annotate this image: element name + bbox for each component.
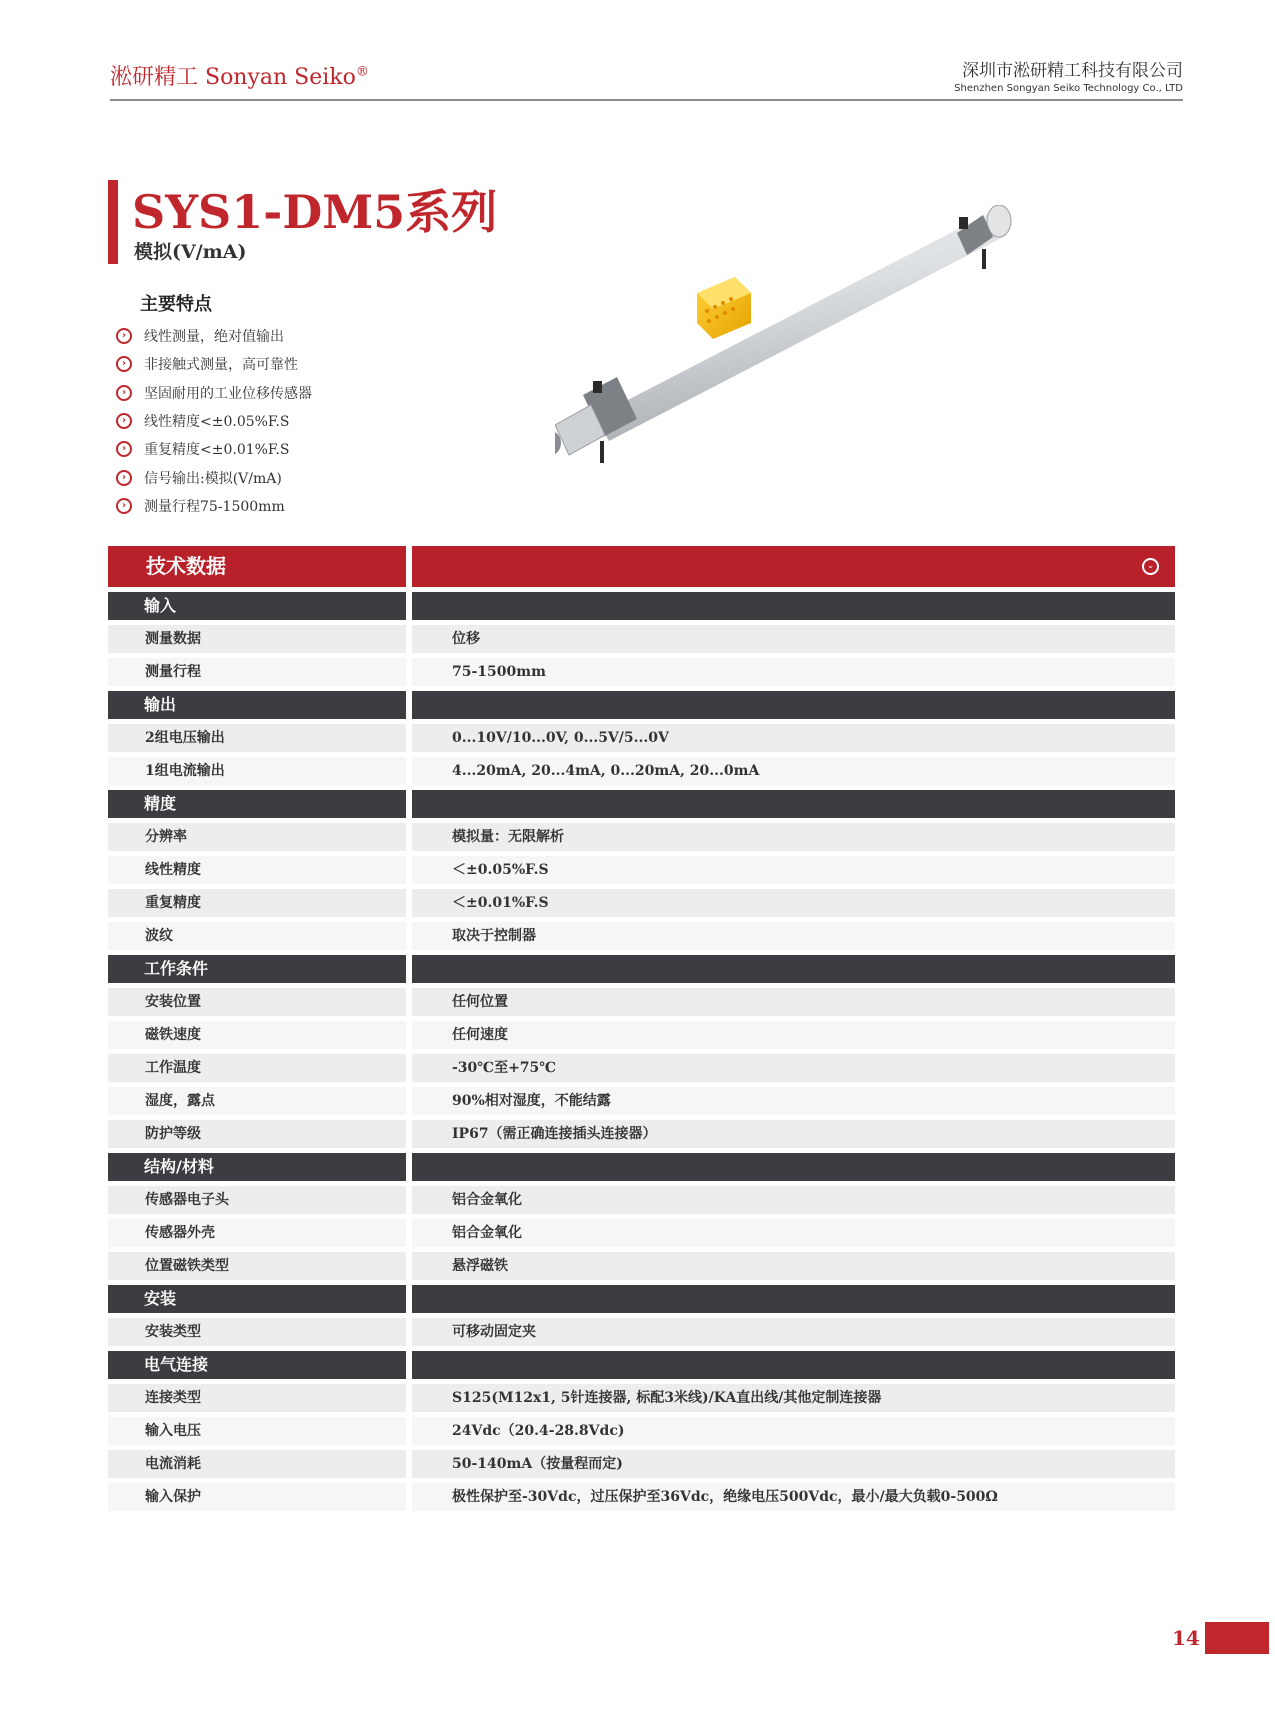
clamp-screw bbox=[959, 217, 968, 229]
spec-row bbox=[108, 1087, 1175, 1120]
spec-value: 90%相对湿度，不能结露 bbox=[412, 1087, 1175, 1115]
chevron-right-icon: › bbox=[116, 498, 132, 514]
spec-value: 任何速度 bbox=[412, 1021, 1175, 1049]
spec-row bbox=[108, 889, 1175, 922]
spec-value: ＜±0.01%F.S bbox=[412, 889, 1175, 917]
spec-label: 工作温度 bbox=[108, 1054, 406, 1082]
chevron-right-icon: › bbox=[116, 441, 132, 457]
spec-label: 波纹 bbox=[108, 922, 406, 950]
spec-value: 取决于控制器 bbox=[412, 922, 1175, 950]
spec-label: 磁铁速度 bbox=[108, 1021, 406, 1049]
page-title: SYS1-DM5系列 bbox=[132, 185, 498, 239]
specs-heading-bar bbox=[412, 546, 1175, 587]
spec-section-title: 安装 bbox=[108, 1285, 406, 1313]
spec-row bbox=[108, 1318, 1175, 1351]
company-name-en: Shenzhen Songyan Seiko Technology Co., LTD bbox=[954, 83, 1183, 94]
spec-section-header bbox=[108, 1285, 1175, 1318]
spec-value: 位移 bbox=[412, 625, 1175, 653]
feature-item bbox=[116, 407, 312, 435]
spec-row bbox=[108, 1120, 1175, 1153]
spec-value: 50-140mA（按量程而定) bbox=[412, 1450, 1175, 1478]
chevron-right-icon: › bbox=[116, 385, 132, 401]
spec-section-header bbox=[108, 1153, 1175, 1186]
spec-row bbox=[108, 1186, 1175, 1219]
spec-row bbox=[108, 823, 1175, 856]
spec-value: 可移动固定夹 bbox=[412, 1318, 1175, 1346]
spec-label: 湿度，露点 bbox=[108, 1087, 406, 1115]
spec-label: 输入电压 bbox=[108, 1417, 406, 1445]
spec-label: 防护等级 bbox=[108, 1120, 406, 1148]
feature-item bbox=[116, 492, 312, 520]
spec-row bbox=[108, 1219, 1175, 1252]
spec-section-title: 精度 bbox=[108, 790, 406, 818]
spec-section-fill bbox=[412, 955, 1175, 983]
position-magnet bbox=[697, 277, 751, 339]
spec-row bbox=[108, 856, 1175, 889]
spec-section-header bbox=[108, 691, 1175, 724]
spec-value: 极性保护至-30Vdc，过压保护至36Vdc，绝缘电压500Vdc，最小/最大负载0-500Ω bbox=[412, 1483, 1175, 1511]
spec-section-header bbox=[108, 955, 1175, 988]
feature-text: 信号输出:模拟(V/mA) bbox=[144, 470, 282, 487]
spec-label: 1组电流输出 bbox=[108, 757, 406, 785]
spec-section-fill bbox=[412, 592, 1175, 620]
chevron-right-icon: › bbox=[116, 328, 132, 344]
spec-value: 75-1500mm bbox=[412, 658, 1175, 686]
chevron-down-icon[interactable]: ⌄ bbox=[1142, 558, 1159, 575]
spec-section-fill bbox=[412, 1153, 1175, 1181]
page-subtitle: 模拟(V/mA) bbox=[134, 241, 247, 263]
feature-item bbox=[116, 435, 312, 463]
company-name-cn: 深圳市淞研精工科技有限公司 bbox=[962, 61, 1183, 81]
spec-row bbox=[108, 1252, 1175, 1285]
spec-row bbox=[108, 988, 1175, 1021]
chevron-right-icon: › bbox=[116, 356, 132, 372]
spec-label: 传感器电子头 bbox=[108, 1186, 406, 1214]
brand-name: 淞研精工 Sonyan Seiko bbox=[110, 65, 356, 90]
feature-text: 测量行程75-1500mm bbox=[144, 498, 285, 515]
spec-label: 重复精度 bbox=[108, 889, 406, 917]
spec-section-fill bbox=[412, 1351, 1175, 1379]
spec-row bbox=[108, 1054, 1175, 1087]
spec-section-title: 工作条件 bbox=[108, 955, 406, 983]
spec-row bbox=[108, 625, 1175, 658]
spec-row bbox=[108, 922, 1175, 955]
spec-row bbox=[108, 1417, 1175, 1450]
spec-section-title: 输入 bbox=[108, 592, 406, 620]
feature-text: 线性测量，绝对值输出 bbox=[144, 329, 284, 346]
chevron-right-icon: › bbox=[116, 470, 132, 486]
spec-value: 铝合金氧化 bbox=[412, 1219, 1175, 1247]
spec-value: 0...10V/10...0V, 0...5V/5...0V bbox=[412, 724, 1175, 752]
title-accent-bar bbox=[108, 180, 118, 264]
page-number: 14 bbox=[1172, 1626, 1200, 1650]
spec-section-fill bbox=[412, 790, 1175, 818]
spec-label: 2组电压输出 bbox=[108, 724, 406, 752]
spec-row bbox=[108, 1483, 1175, 1516]
spec-row bbox=[108, 1384, 1175, 1417]
spec-value: 铝合金氧化 bbox=[412, 1186, 1175, 1214]
spec-label: 测量数据 bbox=[108, 625, 406, 653]
chevron-right-icon: › bbox=[116, 413, 132, 429]
feature-item bbox=[116, 322, 312, 350]
spec-label: 分辨率 bbox=[108, 823, 406, 851]
spec-label: 位置磁铁类型 bbox=[108, 1252, 406, 1280]
spec-section-header bbox=[108, 790, 1175, 823]
sensor-product-image bbox=[555, 205, 1075, 515]
feature-text: 重复精度<±0.01%F.S bbox=[144, 442, 290, 459]
specs-table bbox=[108, 592, 1175, 1516]
spec-value: 任何位置 bbox=[412, 988, 1175, 1016]
spec-value: 悬浮磁铁 bbox=[412, 1252, 1175, 1280]
feature-text: 坚固耐用的工业位移传感器 bbox=[144, 385, 312, 402]
specs-heading: 技术数据 bbox=[108, 546, 406, 587]
spec-row bbox=[108, 1450, 1175, 1483]
spec-row bbox=[108, 1021, 1175, 1054]
spec-section-header bbox=[108, 592, 1175, 625]
spec-value: ＜±0.05%F.S bbox=[412, 856, 1175, 884]
registered-mark: ® bbox=[355, 64, 369, 80]
spec-section-title: 电气连接 bbox=[108, 1351, 406, 1379]
spec-row bbox=[108, 658, 1175, 691]
feature-text: 线性精度<±0.05%F.S bbox=[144, 414, 290, 431]
spec-label: 安装类型 bbox=[108, 1318, 406, 1346]
company-info bbox=[954, 56, 1183, 94]
brand-logo bbox=[110, 60, 369, 91]
clamp-screw-near bbox=[593, 381, 602, 393]
spec-value: 模拟量：无限解析 bbox=[412, 823, 1175, 851]
spec-section-fill bbox=[412, 691, 1175, 719]
spec-label: 连接类型 bbox=[108, 1384, 406, 1412]
spec-section-title: 结构/材料 bbox=[108, 1153, 406, 1181]
page-number-bar bbox=[1205, 1622, 1269, 1654]
spec-section-header bbox=[108, 1351, 1175, 1384]
spec-value: 24Vdc（20.4-28.8Vdc) bbox=[412, 1417, 1175, 1445]
spec-label: 安装位置 bbox=[108, 988, 406, 1016]
spec-section-title: 输出 bbox=[108, 691, 406, 719]
spec-value: -30℃至+75℃ bbox=[412, 1054, 1175, 1082]
spec-value: 4...20mA, 20...4mA, 0...20mA, 20...0mA bbox=[412, 757, 1175, 785]
spec-label: 输入保护 bbox=[108, 1483, 406, 1511]
spec-label: 电流消耗 bbox=[108, 1450, 406, 1478]
spec-value: IP67（需正确连接插头连接器） bbox=[412, 1120, 1175, 1148]
feature-item bbox=[116, 350, 312, 378]
spec-row bbox=[108, 724, 1175, 757]
features-heading: 主要特点 bbox=[140, 294, 212, 315]
spec-label: 传感器外壳 bbox=[108, 1219, 406, 1247]
feature-item bbox=[116, 379, 312, 407]
spec-value: S125(M12x1, 5针连接器, 标配3米线)/KA直出线/其他定制连接器 bbox=[412, 1384, 1175, 1412]
features-list bbox=[116, 322, 312, 520]
header-divider bbox=[110, 99, 1183, 101]
spec-label: 线性精度 bbox=[108, 856, 406, 884]
feature-text: 非接触式测量，高可靠性 bbox=[144, 357, 298, 374]
spec-section-fill bbox=[412, 1285, 1175, 1313]
sensor-rod bbox=[595, 211, 1007, 441]
spec-label: 测量行程 bbox=[108, 658, 406, 686]
spec-row bbox=[108, 757, 1175, 790]
feature-item bbox=[116, 463, 312, 491]
